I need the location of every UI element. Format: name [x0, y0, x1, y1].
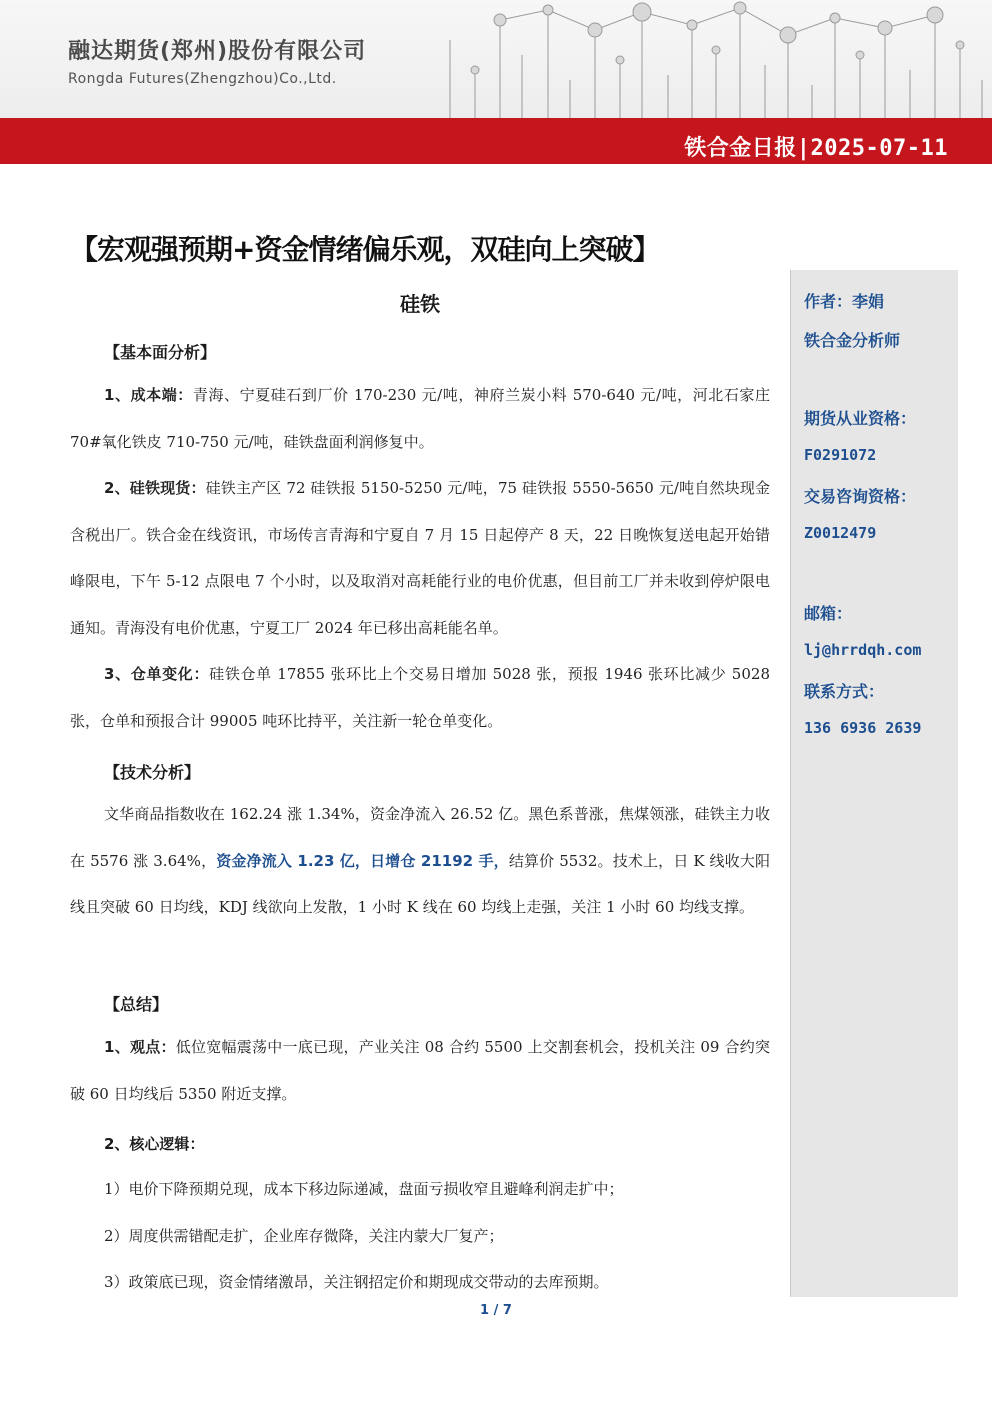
paragraph-view-lead: 1、观点： [104, 1038, 176, 1056]
paragraph-spot-text: 硅铁主产区 72 硅铁报 5150-5250 元/吨，75 硅铁报 5550-5650 元/吨自然块现金含税出厂。铁合金在线资讯，市场传言青海和宁夏自 7 月 15 日起停产 8 天，22 日晚恢复送电起开始错峰限电，下午 5-12 点限电 7 个小时，以及取消对高耗能行业的电价优惠，但目前工厂并未收到停炉限电通知。青海没有电价优惠，宁夏工厂 2024 年已移出高耗能名单。 [70, 479, 770, 637]
core-logic-heading: 2、核心逻辑： [104, 1135, 205, 1153]
paragraph-technical-highlight: 资金净流入 1.23 亿，日增仓 21192 手， [216, 851, 509, 870]
core-logic-item: 2）周度供需错配走扩，企业库存微降，关注内蒙大厂复产； [104, 1227, 504, 1245]
paragraph-view [70, 1024, 770, 1117]
paragraph-technical-text-b: 结算价 5532。技术上，日 K 线收大阳线且突破 60 日均线，KDJ 线欲向上发散，1 小时 K 线在 60 均线上走强，关注 1 小时 60 均线支撑。 [70, 851, 770, 916]
paragraph-cost-text: 青海、宁夏硅石到厂价 170-230 元/吨，神府兰炭小料 570-640 元/吨，河北石家庄 70#氧化铁皮 710-750 元/吨，硅铁盘面利润修复中。 [70, 386, 770, 451]
futures-qualification-label: 期货从业资格： [804, 409, 917, 428]
company-name-cn: 融达期货(郑州)股份有限公司 [68, 39, 367, 64]
paragraph-cost [70, 372, 770, 465]
report-title: 铁合金日报|2025-07-11 [684, 136, 948, 161]
futures-qualification-value: F0291072 [804, 446, 877, 464]
page-number: 1 / 7 [480, 1303, 512, 1318]
paragraph-warrant [70, 651, 770, 744]
author-name: 作者：李娟 [804, 292, 885, 311]
contact-label: 联系方式： [804, 682, 885, 701]
paragraph-technical [70, 791, 770, 931]
page-subtitle: 硅铁 [400, 292, 440, 316]
section-heading-summary: 【总结】 [104, 995, 169, 1014]
paragraph-view-text: 低位宽幅震荡中一底已现，产业关注 08 合约 5500 上交割套机会，投机关注 09 合约突破 60 日均线后 5350 附近支撑。 [70, 1038, 770, 1103]
core-logic-item: 1）电价下降预期兑现，成本下移边际递减，盘面亏损收窄且避峰利润走扩中； [104, 1180, 624, 1198]
core-logic-item: 3）政策底已现，资金情绪激昂，关注钢招定价和期现成交带动的去库预期。 [104, 1273, 609, 1291]
page-header [0, 0, 992, 164]
paragraph-cost-lead: 1、成本端： [104, 386, 193, 404]
section-heading-fundamentals: 【基本面分析】 [104, 343, 217, 362]
company-name-en: Rongda Futures(Zhengzhou)Co.,Ltd. [68, 71, 337, 87]
page-title: 【宏观强预期+资金情绪偏乐观，双硅向上突破】 [70, 233, 660, 266]
consulting-qualification-label: 交易咨询资格： [804, 487, 917, 506]
paragraph-technical-text-a: 文华商品指数收在 162.24 涨 1.34%，资金净流入 26.52 亿。黑色系普涨，焦煤领涨，硅铁主力收在 5576 涨 3.64%， [70, 805, 770, 870]
contact-value: 136 6936 2639 [804, 719, 922, 737]
author-sidebar [790, 270, 958, 1297]
author-role: 铁合金分析师 [804, 331, 901, 350]
paragraph-spot-lead: 2、硅铁现货： [104, 479, 206, 497]
email-label: 邮箱： [804, 604, 853, 623]
section-heading-technical: 【技术分析】 [104, 763, 201, 782]
company-logo [68, 34, 366, 87]
paragraph-warrant-lead: 3、仓单变化： [104, 665, 210, 683]
consulting-qualification-value: Z0012479 [804, 524, 877, 542]
paragraph-warrant-text: 硅铁仓单 17855 张环比上个交易日增加 5028 张，预报 1946 张环比减少 5028 张，仓单和预报合计 99005 吨环比持平，关注新一轮仓单变化。 [70, 665, 770, 730]
decorative-network-graphic [430, 0, 992, 120]
email-value[interactable]: lj@hrrdqh.com [804, 641, 922, 659]
paragraph-spot [70, 465, 770, 651]
